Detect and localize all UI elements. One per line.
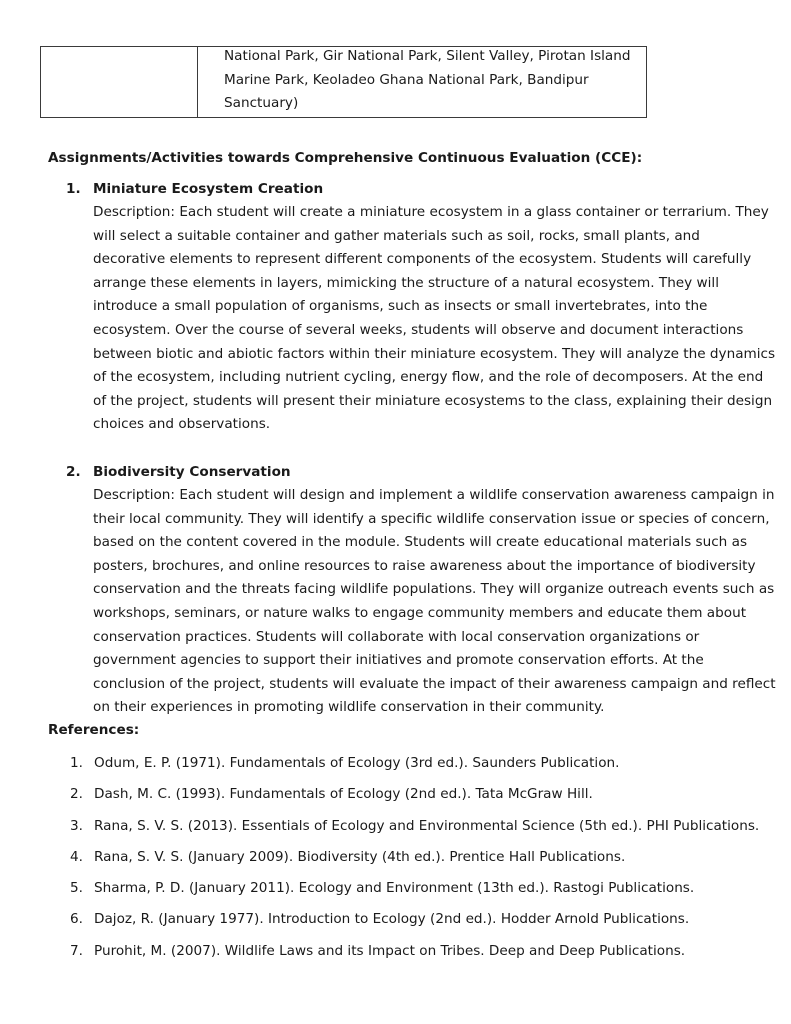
table-cell-line: National Park, Gir National Park, Silent Valley, Pirotan Island	[224, 48, 631, 64]
activity-number: 2.	[66, 464, 81, 480]
reference-text: Dash, M. C. (1993). Fundamentals of Ecology (2nd ed.). Tata McGraw Hill.	[94, 786, 593, 803]
description-line: Description: Each student will design and implement a wildlife conservation awareness campaign in	[93, 487, 775, 503]
description-line: their local community. They will identify a specific wildlife conservation issue or species of concern,	[93, 510, 770, 527]
table-right-cell	[198, 47, 646, 117]
reference-number: 5.	[70, 880, 83, 897]
table-left-cell	[41, 47, 198, 117]
activity-description	[93, 484, 776, 720]
activity-title-text: Miniature Ecosystem Creation	[93, 181, 324, 197]
description-line: Description: Each student will create a miniature ecosystem in a glass container or terrarium. They	[93, 204, 769, 220]
reference-number: 2.	[70, 786, 83, 803]
description-line: introduce a small population of organisms, such as insects or small invertebrates, into the	[93, 298, 708, 315]
activity-title	[66, 177, 766, 201]
description-line: conclusion of the project, students will evaluate the impact of their awareness campaign and reflect	[93, 675, 776, 692]
description-line: will select a suitable container and gather materials such as soil, rocks, small plants, and	[93, 227, 700, 244]
reference-text: Purohit, M. (2007). Wildlife Laws and its Impact on Tribes. Deep and Deep Publications.	[94, 942, 686, 959]
description-line: choices and observations.	[93, 416, 271, 433]
description-line: conservation and the threats facing wildlife populations. They will organize outreach events such as	[93, 581, 775, 598]
description-line: arrange these elements in layers, mimicking the structure of a natural ecosystem. They will	[93, 274, 719, 291]
reference-item	[70, 878, 770, 909]
description-line: on their experiences in promoting wildlife conservation in their community.	[93, 699, 605, 716]
activity-description	[93, 201, 776, 437]
reference-item	[70, 753, 770, 784]
references-heading: References:	[48, 722, 140, 738]
table-cell-line: Sanctuary)	[224, 95, 299, 111]
description-line: posters, brochures, and online resources to raise awareness about the importance of biodiversity	[93, 557, 756, 574]
reference-item	[70, 941, 770, 972]
description-line: workshops, seminars, or nature walks to engage community members and educate them about	[93, 604, 747, 621]
description-line: of the ecosystem, including nutrient cycling, energy flow, and the role of decomposers. At the end	[93, 369, 764, 386]
description-line: government agencies to support their initiatives and promote conservation efforts. At the	[93, 652, 704, 669]
reference-number: 1.	[70, 755, 83, 771]
activity-title	[66, 460, 766, 484]
activity-title-text: Biodiversity Conservation	[93, 464, 291, 480]
description-line: between biotic and abiotic factors within their miniature ecosystem. They will analyze the dynamics	[93, 345, 776, 362]
activity-miniature-ecosystem	[66, 177, 776, 437]
reference-text: Sharma, P. D. (January 2011). Ecology and Environment (13th ed.). Rastogi Publications.	[94, 880, 695, 897]
description-line: based on the content covered in the module. Students will create educational materials such as	[93, 534, 748, 551]
reference-text: Rana, S. V. S. (2013). Essentials of Ecology and Environmental Science (5th ed.). PHI Publications.	[94, 817, 760, 834]
reference-number: 6.	[70, 911, 83, 928]
description-line: of the project, students will present their miniature ecosystems to the class, explaining their design	[93, 392, 773, 409]
reference-text: Dajoz, R. (January 1977). Introduction to Ecology (2nd ed.). Hodder Arnold Publications.	[94, 911, 690, 928]
reference-number: 7.	[70, 942, 83, 959]
description-line: decorative elements to represent different components of the ecosystem. Students will carefully	[93, 251, 752, 268]
reference-number: 3.	[70, 817, 83, 834]
activity-biodiversity-conservation	[66, 460, 776, 720]
reference-text: Rana, S. V. S. (January 2009). Biodiversity (4th ed.). Prentice Hall Publications.	[94, 848, 626, 865]
description-line: ecosystem. Over the course of several weeks, students will observe and document interactions	[93, 321, 744, 338]
national-parks-table	[40, 46, 647, 118]
table-cell-line: Marine Park, Keoladeo Ghana National Park, Bandipur	[224, 71, 589, 88]
activity-number: 1.	[66, 181, 81, 197]
assignments-heading: Assignments/Activities towards Comprehensive Continuous Evaluation (CCE):	[48, 150, 643, 166]
description-line: conservation practices. Students will collaborate with local conservation organizations or	[93, 628, 700, 645]
reference-item	[70, 909, 770, 940]
reference-number: 4.	[70, 848, 83, 865]
reference-text: Odum, E. P. (1971). Fundamentals of Ecology (3rd ed.). Saunders Publication.	[94, 755, 620, 771]
reference-item	[70, 784, 770, 815]
reference-item	[70, 847, 770, 878]
references-list	[70, 753, 770, 972]
reference-item	[70, 816, 770, 847]
